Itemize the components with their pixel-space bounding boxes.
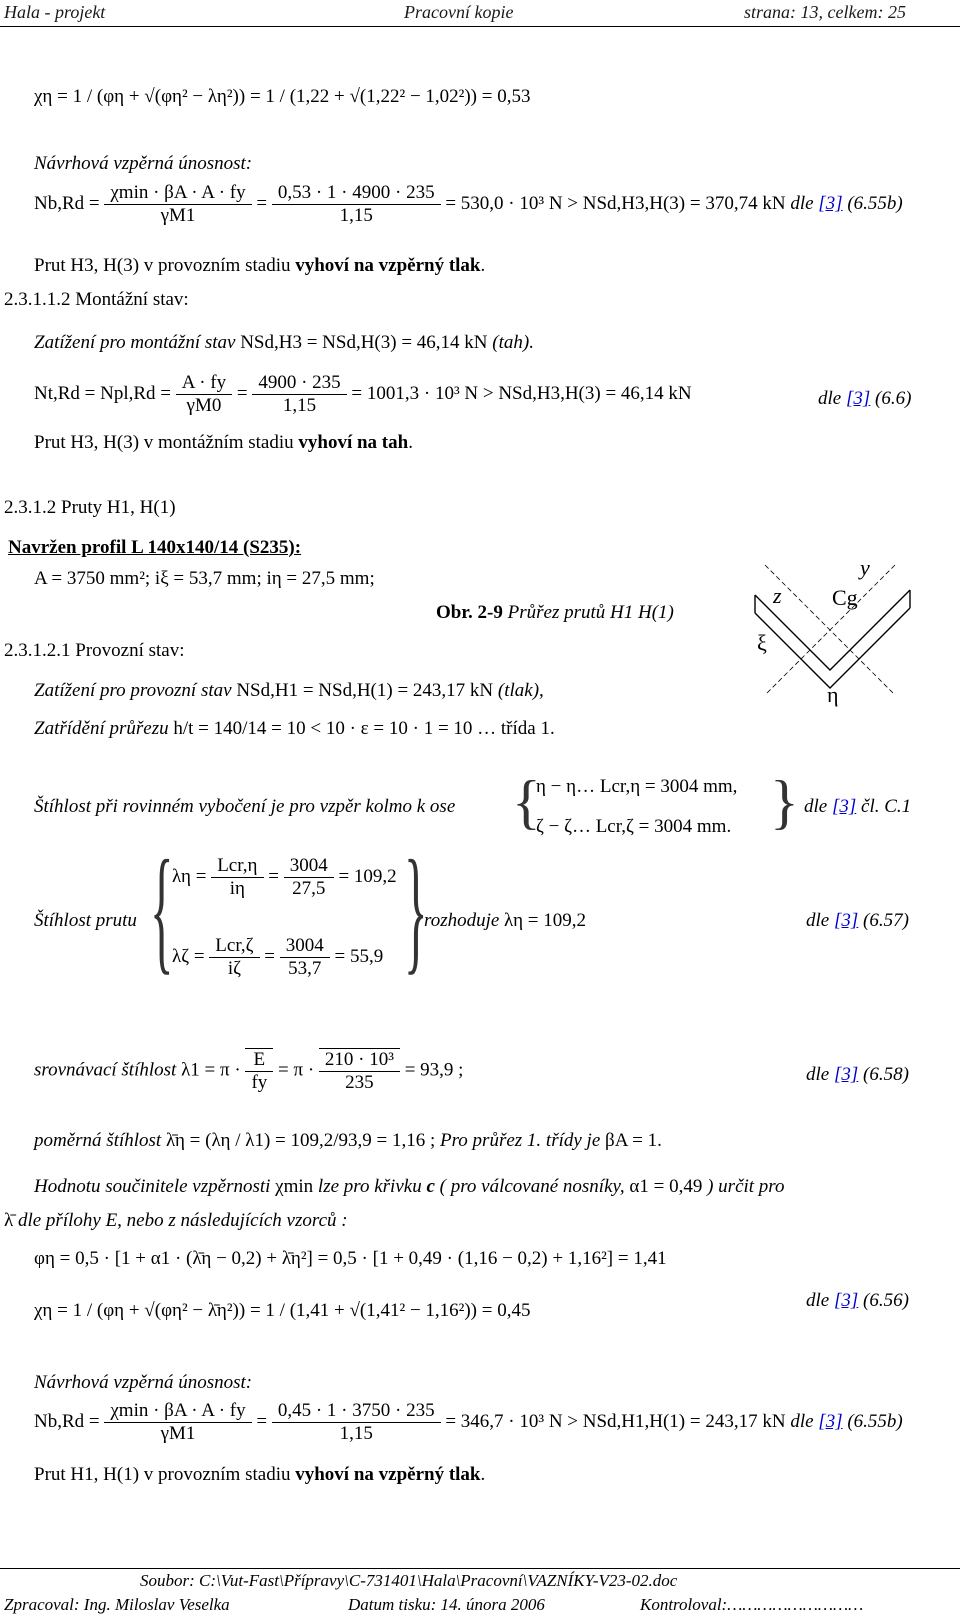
reference-link[interactable]: [3] — [833, 1064, 859, 1085]
fraction: $\frac{\chi\min \cdot \beta A \cdot A \cdot fy}{\gamma M1}$ — [104, 1400, 251, 1445]
brace-left: { — [512, 769, 541, 835]
fraction: $\frac{0,53 \cdot 1 \cdot 4900 \cdot 235}{1,15}$ — [272, 182, 441, 227]
buckling-resistance-equation: Nb,Rd = $\frac{\chi\min \cdot \beta A \cdot A \cdot fy}{\gamma M1}$ = $\frac{0,45 \cdot 1 \cdot 3750 \cdot 235}{1,15}$ = 346,7 · 10³ N > NSd,H1,H(1) = 243,17 kN dle [3] (6.55b) — [34, 1400, 903, 1444]
load-assembly-line: Zatížení pro montážní stav NSd,H3 = NSd,H(3) = 46,14 kN (tah). — [34, 332, 534, 353]
z-axis-label: z — [773, 583, 782, 608]
reference-link[interactable]: [3] — [818, 192, 843, 214]
reference: dle [3] (6.56) — [806, 1290, 909, 1311]
fraction: $\frac{\chi\min \cdot \beta A \cdot A \cdot fy}{\gamma M1}$ — [104, 182, 251, 227]
slenderness-eta-equation: λη = $\frac{\text{Lcr,η}}{i\eta}$ = $\frac{3004}{27,5}$ = 109,2 — [172, 855, 397, 899]
reference: dle [3] čl. C.1 — [804, 796, 912, 817]
fraction: $\frac{3004}{53,7}$ — [280, 935, 330, 980]
section-properties: A = 3750 mm²; iξ = 53,7 mm; iη = 27,5 mm; — [34, 568, 375, 589]
y-axis-label: y — [860, 555, 870, 580]
chi-eta-equation: χη = 1 / (φη + √(φη² − λη²)) = 1 / (1,22 + √(1,22² − 1,02²)) = 0,53 — [34, 86, 531, 107]
brace-right: } — [404, 832, 428, 987]
profile-heading: Navržen profil L 140x140/14 (S235): — [8, 537, 302, 558]
angle-section-figure — [735, 545, 950, 710]
figure-caption: Obr. 2-9 Průřez prutů H1 H(1) — [436, 602, 674, 623]
relative-slenderness-line: poměrná štíhlost λ̄η = (λη / λ1) = 109,2/93,9 = 1,16 ; Pro průřez 1. třídy je βA = 1. — [34, 1130, 662, 1151]
reference-link[interactable]: [3] — [833, 910, 859, 931]
sqrt-fraction: $\frac{\text{210 · 10³}}{235}$ — [319, 1048, 400, 1094]
section-class-line: Zatřídění průřezu h/t = 140/14 = 10 < 10 · ε = 10 · 1 = 10 … třída 1. — [34, 718, 555, 739]
reference: dle [3] (6.58) — [806, 1064, 909, 1085]
fraction: $\frac{\text{Lcr,ζ}}{i\zeta}$ — [209, 935, 259, 980]
chi-eta-equation-2: χη = 1 / (φη + √(φη² − λ̄η²)) = 1 / (1,41 + √(1,41² − 1,16²)) = 0,45 — [34, 1300, 531, 1321]
reference: dle [3] (6.57) — [806, 910, 909, 931]
fraction: $\frac{0,45 \cdot 1 \cdot 3750 \cdot 235}{1,15}$ — [272, 1400, 441, 1445]
member-slenderness-label: Štíhlost prutu — [34, 910, 137, 931]
reference-link[interactable]: [3] — [833, 1290, 859, 1311]
brace-left: { — [150, 832, 174, 987]
buckling-length-zeta: ζ − ζ… Lcr,ζ = 3004 mm. — [536, 816, 732, 837]
chi-text-line: Hodnotu součinitele vzpěrnosti χmin lze pro křivku c ( pro válcované nosníky, α1 = 0,49 ) určit pro — [34, 1176, 785, 1197]
reference: dle [3] (6.6) — [818, 388, 912, 409]
footer-print-date: Datum tisku: 14. února 2006 — [348, 1595, 545, 1614]
xi-axis-label: ξ — [757, 630, 767, 655]
page-footer — [0, 1568, 960, 1618]
centroid-label: Cg — [832, 585, 858, 610]
reference-slenderness-line: srovnávací štíhlost λ1 = π · $\frac{E}{fy}$ = π · $\frac{\text{210 · 10³}}{235}$ = 93,9 ; — [34, 1049, 464, 1093]
header-project: Hala - projekt — [4, 2, 106, 22]
sqrt-fraction: $\frac{E}{fy}$ — [245, 1048, 273, 1094]
slenderness-text: Štíhlost při rovinném vybočení je pro vzpěr kolmo k ose — [34, 796, 456, 817]
eta-axis-label: η — [827, 682, 839, 707]
buckling-length-eta: η − η… Lcr,η = 3004 mm, — [536, 776, 738, 797]
header-page-number: strana: 13, celkem: 25 — [744, 2, 906, 22]
phi-equation: φη = 0,5 · [1 + α1 · (λ̄η − 0,2) + λ̄η²] = 0,5 · [1 + 0,49 · (1,16 − 0,2) + 1,16²] = 1,41 — [34, 1248, 667, 1269]
check-result: Prut H3, H(3) v montážním stadiu vyhoví na tah. — [34, 432, 413, 453]
footer-file-path: Soubor: C:\Vut-Fast\Přípravy\C-731401\Hala\Pracovní\VAZNÍKY-V23-02.doc — [140, 1571, 678, 1590]
fraction: $\frac{3004}{27,5}$ — [284, 855, 334, 900]
reference-link[interactable]: [3] — [818, 1410, 843, 1432]
section-heading: 2.3.1.1.2 Montážní stav: — [4, 289, 189, 310]
brace-right: } — [770, 769, 799, 835]
check-result: Prut H1, H(1) v provozním stadiu vyhoví na vzpěrný tlak. — [34, 1464, 486, 1485]
fraction: $\frac{4900 \cdot 235}{1,15}$ — [252, 372, 346, 417]
reference-link[interactable]: [3] — [845, 388, 871, 409]
buckling-resistance-label: Návrhová vzpěrná únosnost: — [34, 153, 253, 174]
chi-text-line-2: λ̄ dle přílohy E, nebo z následujících vzorců : — [4, 1210, 348, 1231]
section-heading: 2.3.1.2 Pruty H1, H(1) — [4, 497, 176, 518]
check-result: Prut H3, H(3) v provozním stadiu vyhoví na vzpěrný tlak. — [34, 255, 486, 276]
subsection-heading: 2.3.1.2.1 Provozní stav: — [4, 640, 185, 661]
governing-slenderness: rozhoduje λη = 109,2 — [424, 910, 586, 931]
page-header — [0, 0, 960, 27]
slenderness-zeta-equation: λζ = $\frac{\text{Lcr,ζ}}{i\zeta}$ = $\frac{3004}{53,7}$ = 55,9 — [172, 935, 384, 979]
reference-link[interactable]: [3] — [831, 796, 857, 817]
footer-author: Zpracoval: Ing. Miloslav Veselka — [4, 1595, 230, 1614]
buckling-resistance-equation: Nb,Rd = $\frac{\chi\min \cdot \beta A \cdot A \cdot fy}{\gamma M1}$ = $\frac{0,53 \cdot 1 \cdot 4900 \cdot 235}{1,15}$ = 530,0 · 10³ N > NSd,H3,H(3) = 370,74 kN dle [3] (6.55b) — [34, 182, 903, 226]
tension-resistance-equation: Nt,Rd = Npl,Rd = $\frac{A \cdot fy}{\gamma M0}$ = $\frac{4900 \cdot 235}{1,15}$ = 1001,3 · 10³ N > NSd,H3,H(3) = 46,14 kN — [34, 372, 692, 416]
load-operating-line: Zatížení pro provozní stav NSd,H1 = NSd,H(1) = 243,17 kN (tlak), — [34, 680, 544, 701]
header-status: Pracovní kopie — [404, 2, 514, 22]
fraction: $\frac{A \cdot fy}{\gamma M0}$ — [176, 372, 232, 417]
footer-checked-by: Kontroloval:……………………… — [640, 1595, 864, 1614]
fraction: $\frac{\text{Lcr,η}}{i\eta}$ — [211, 855, 263, 900]
buckling-resistance-label: Návrhová vzpěrná únosnost: — [34, 1372, 253, 1393]
